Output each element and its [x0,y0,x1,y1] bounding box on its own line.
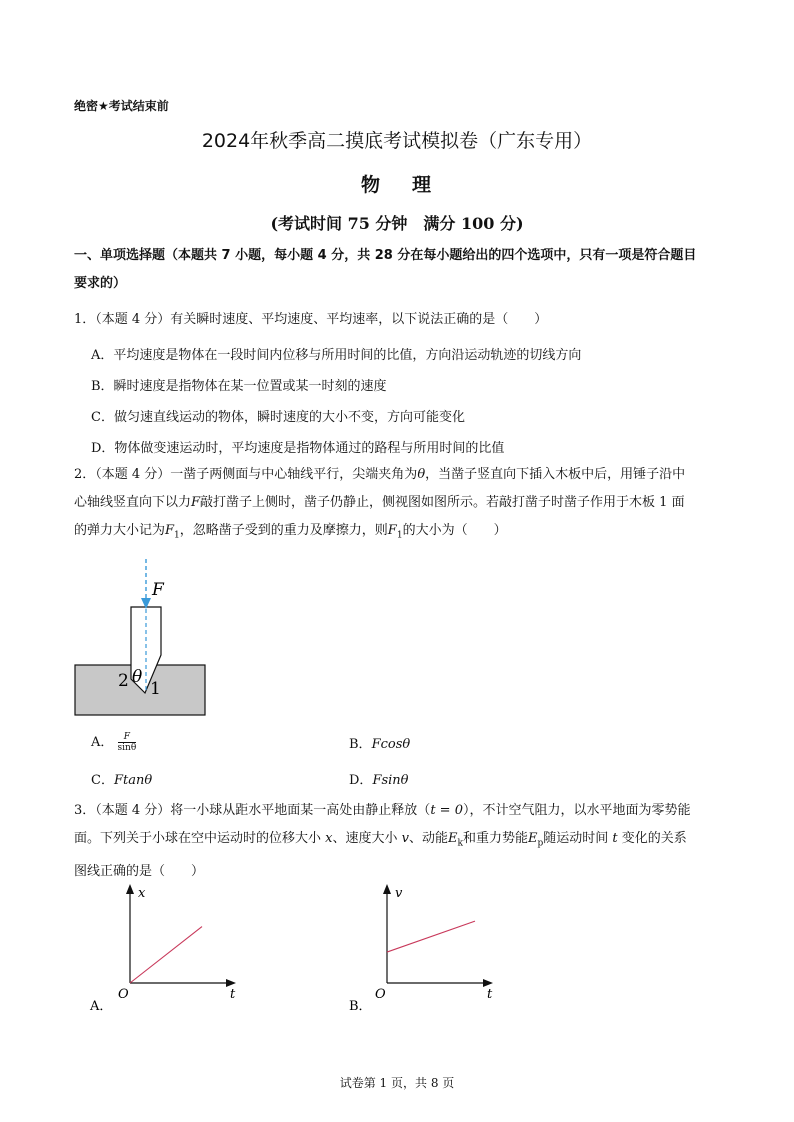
q2-option-a: A． $\frac{F}{\sin\theta}$ [91,732,137,753]
confidential-label: 绝密★考试结束前 [74,99,169,113]
subject-char-1: 物 [360,174,382,196]
page-footer: 试卷第 1 页，共 8 页 [339,1076,455,1090]
q2-option-b: B．Fcosθ [349,737,411,752]
graph-b-label: B． [349,999,372,1014]
force-label: F [152,580,164,600]
section-heading [74,242,724,298]
q1-option-a: A．平均速度是物体在一段时间内位移与所用时间的比值，方向沿运动轨迹的切线方向 [91,348,582,363]
graph-a-line [130,927,202,983]
q1-stem: 1．（本题 4 分）有关瞬时速度、平均速度、平均速率，以下说法正确的是（ ） [74,312,548,327]
exam-title: 2024年秋季高二摸底考试模拟卷（广东专用） [201,130,593,152]
graph-a-xlabel: t [230,987,236,1002]
graph-a-y-arrow [126,884,134,894]
graph-a-x-arrow [226,979,236,987]
q3-line2: 面。下列关于小球在空中运动时的位移大小 x、速度大小 v、动能$E_k$和重力势能$E_p$随运动时间 t 变化的关系 [74,831,687,849]
q2-stem [74,461,724,550]
graph-b [347,880,507,1020]
graph-b-y-arrow [383,884,391,894]
q3-line3: 图线正确的是（ ） [74,863,205,879]
graph-a-label: A． [90,999,113,1014]
section-heading-line1: 一、单项选择题（本题共 7 小题，每小题 4 分，共 28 分在每小题给出的四个选项中，只有一项是符合题目 [74,248,697,263]
graph-b-xlabel: t [487,987,493,1002]
subject-title [0,170,794,197]
q2-line1: 2．（本题 4 分）一凿子两侧面与中心轴线平行，尖端夹角为θ，当凿子竖直向下插入木板中后，用锤子沿中 [74,467,686,482]
graph-a-ylabel: x [138,886,146,901]
q3-stem [74,797,724,886]
exam-time-info: (考试时间 75 分钟 满分 100 分) [270,214,524,233]
q1-option-b: B．瞬时速度是指物体在某一位置或某一时刻的速度 [91,379,387,394]
section-heading-line2: 要求的） [74,276,127,291]
graph-b-origin: O [375,987,386,1002]
graph-b-ylabel: v [395,886,403,901]
q2-line3: 的弹力大小记为$F_1$，忽略凿子受到的重力及摩擦力，则$F_1$的大小为（ ） [74,523,507,541]
q2-option-d: D．Fsinθ [349,773,409,788]
graph-b-x-arrow [483,979,493,987]
angle-label: θ [132,667,143,687]
q1-option-d: D．物体做变速运动时，平均速度是指物体通过的路程与所用时间的比值 [91,441,505,456]
graph-a [88,880,248,1020]
q2-option-c: C．Ftanθ [91,773,153,788]
q2-line2: 心轴线竖直向下以力F敲打凿子上侧时，凿子仍静止，侧视图如图所示。若敲打凿子时凿子作用于木板 1 面 [74,495,685,510]
chisel-figure [70,555,215,720]
face-1-label: 1 [150,679,161,699]
graph-b-line [387,921,475,952]
subject-char-2: 理 [412,174,434,196]
face-2-label: 2 [118,671,129,691]
q3-line1: 3．（本题 4 分）将一小球从距水平地面某一高处由静止释放（t = 0），不计空气阻力，以水平地面为零势能 [74,803,691,818]
graph-a-origin: O [118,987,129,1002]
q1-option-c: C．做匀速直线运动的物体，瞬时速度的大小不变，方向可能变化 [91,410,465,425]
